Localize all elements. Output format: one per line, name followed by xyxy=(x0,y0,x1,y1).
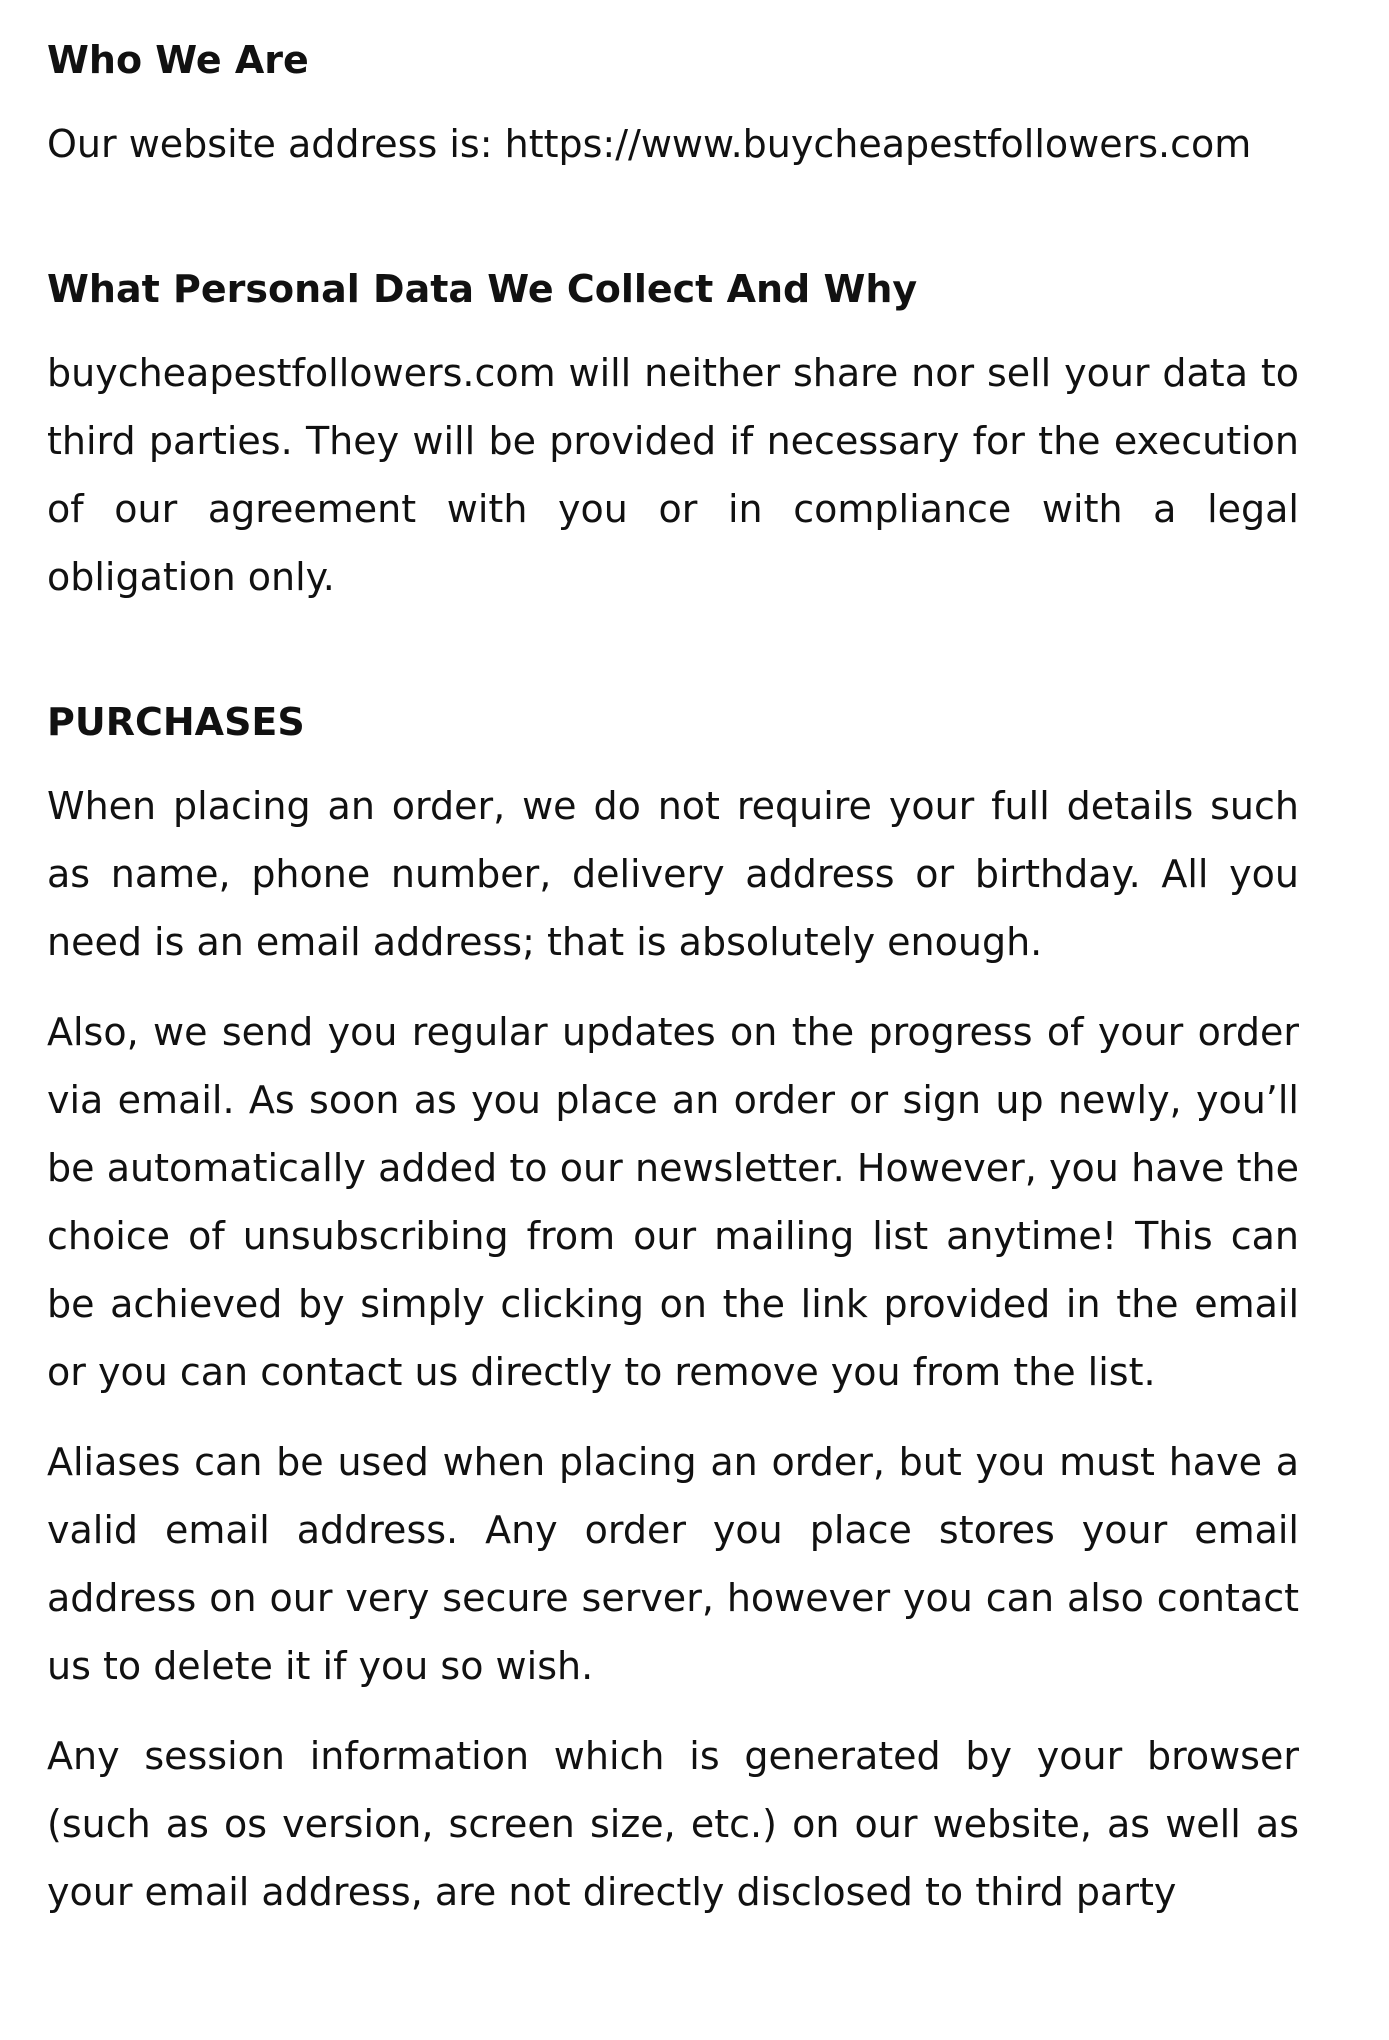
purchases-paragraph-3: Aliases can be used when placing an order, but you must have a valid email address. Any order you place stores your email address on our very secure server, however you can also contact us to delete it if you so wish. xyxy=(47,1440,1299,1688)
section-purchases xyxy=(47,694,1299,1926)
purchases-paragraph-4: Any session information which is generated by your browser (such as os version, screen size, etc.) on our website, as well as your email address, are not directly disclosed to third party xyxy=(47,1734,1299,1914)
section-who-we-are xyxy=(47,32,1299,178)
personal-data-paragraph: buycheapestfollowers.com will neither share nor sell your data to third parties. They will be provided if necessary for the execution of our agreement with you or in compliance with a legal obligation only. xyxy=(47,351,1299,599)
section-personal-data xyxy=(47,261,1299,611)
purchases-paragraph-1: When placing an order, we do not require your full details such as name, phone number, delivery address or birthday. All you need is an email address; that is absolutely enough. xyxy=(47,784,1299,964)
website-url-link[interactable]: https://www.buycheapestfollowers.com xyxy=(504,122,1252,166)
purchases-paragraph-2: Also, we send you regular updates on the progress of your order via email. As soon as you place an order or sign up newly, you’ll be automatically added to our newsletter. However, you have the choice of unsubscribing from our mailing list anytime! This can be achieved by simply clicking on the link provided in the email or you can contact us directly to remove you from the list. xyxy=(47,1010,1299,1394)
website-address-paragraph xyxy=(47,110,1299,178)
heading-purchases: PURCHASES xyxy=(47,700,305,744)
website-address-label: Our website address is: xyxy=(47,122,505,166)
heading-who-we-are: Who We Are xyxy=(47,38,309,82)
heading-personal-data: What Personal Data We Collect And Why xyxy=(47,267,918,311)
